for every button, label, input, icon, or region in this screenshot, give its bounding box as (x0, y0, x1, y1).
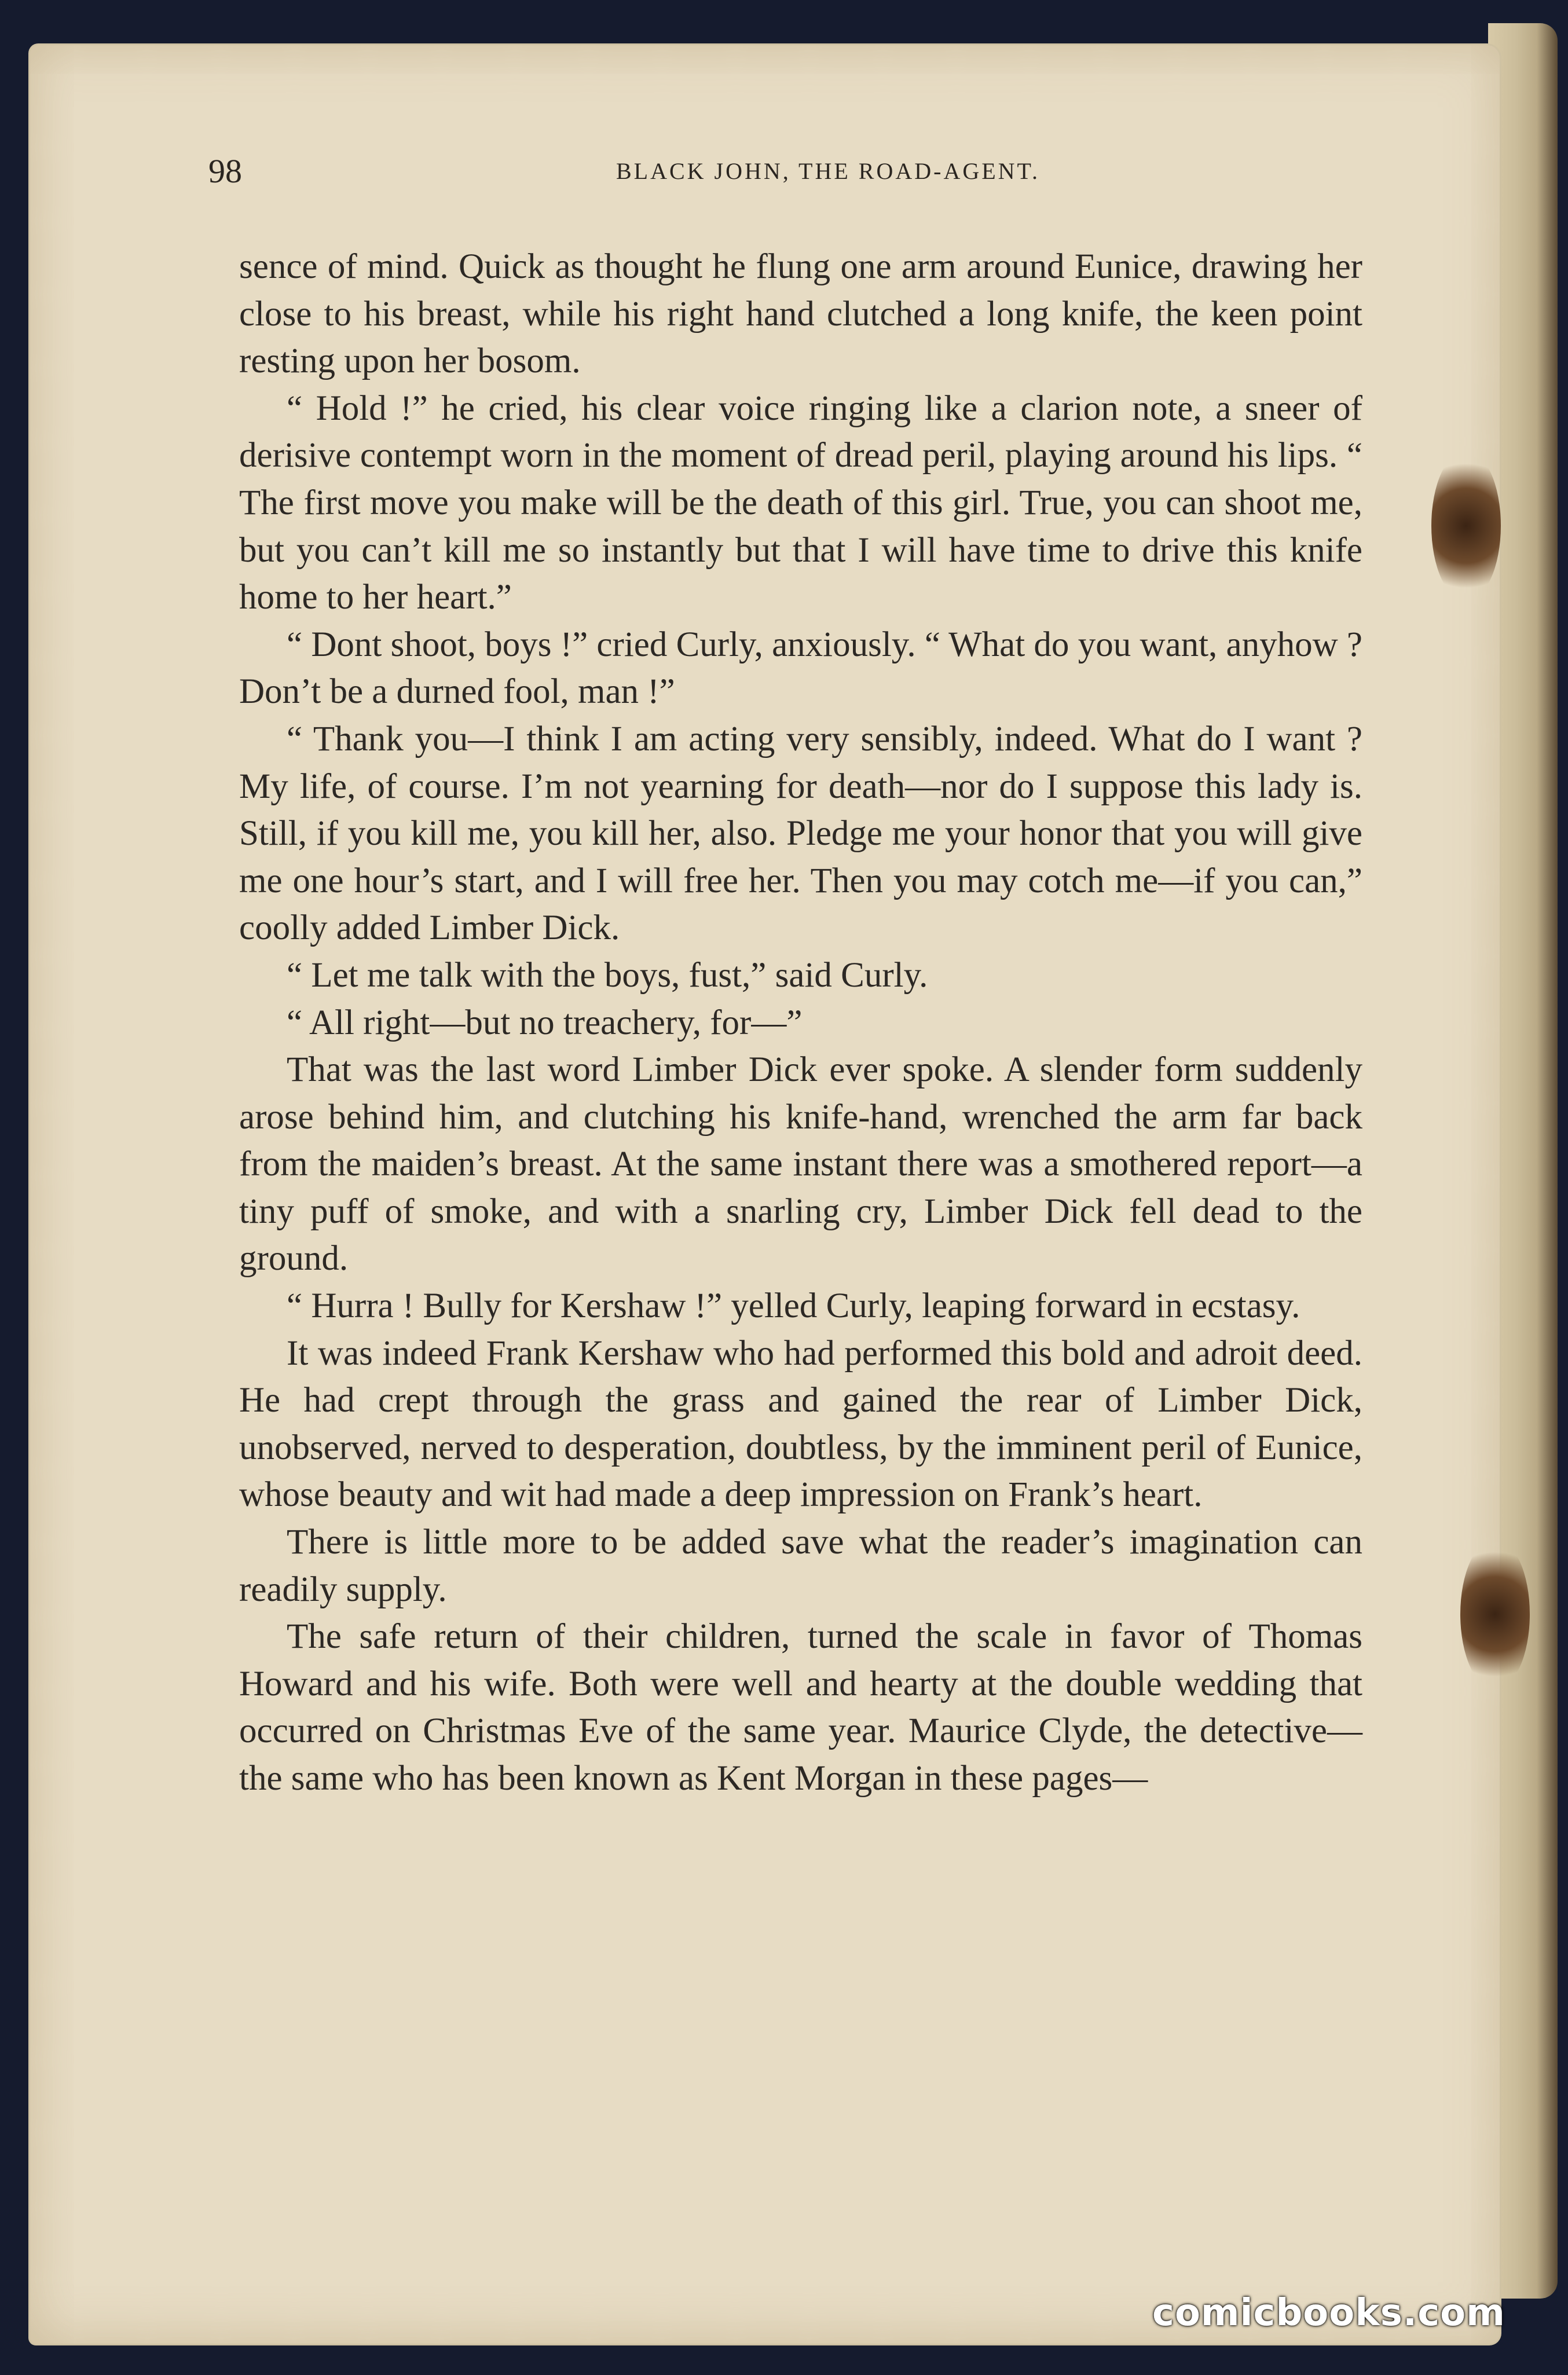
paragraph: “ Hurra ! Bully for Kershaw !” yelled Curly, leaping forward in ecstasy. (287, 1287, 1300, 1326)
stain-mark (1431, 450, 1501, 601)
paragraph: The safe return of their children, turned the scale in favor of Thomas Howard and his wife. Both were well and hearty at the double wedding that occurred on Christmas Eve of the same year. Maurice Clyde, the detective—the same who has been known as Kent Morgan in these pages— (239, 1617, 1362, 1798)
stain-mark (1460, 1539, 1530, 1689)
paragraph: sence of mind. Quick as thought he flung one arm around Eunice, drawing her close to his breast, while his right hand clutched a long knife, the keen point resting upon her bosom. (239, 247, 1362, 381)
page-number: 98 (208, 152, 242, 190)
paragraph: That was the last word Limber Dick ever spoke. A slender form suddenly arose behind him, and clutching his knife-hand, wrenched the arm far back from the maiden’s breast. At the same instant there was a smothered report—a tiny puff of smoke, and with a snarling cry, Limber Dick fell dead to the ground. (239, 1050, 1362, 1278)
paragraph: “ Thank you—I think I am acting very sensibly, indeed. What do I want ? My life, of course. I’m not yearning for death—nor do I suppose this lady is. Still, if you kill me, you kill her, also. Pledge me your honor that you will give me one hour’s start, and I will free her. Then you may cotch me—if you can,” coolly added Limber Dick. (239, 719, 1362, 948)
paragraph: “ Hold !” he cried, his clear voice ringing like a clarion note, a sneer of derisive contempt worn in the moment of dread peril, playing around his lips. “ The first move you make will be the death of this girl. True, you can shoot me, but you can’t kill me so instantly but that I will have time to drive this knife home to her heart.” (239, 388, 1362, 617)
paragraph: “ Let me talk with the boys, fust,” said Curly. (287, 955, 928, 995)
running-head: BLACK JOHN, THE ROAD-AGENT. (616, 158, 1041, 184)
paragraph: There is little more to be added save what the reader’s imagination can readily supply. (239, 1523, 1362, 1609)
paragraph: “ All right—but no treachery, for—” (287, 1003, 803, 1042)
watermark: comicbooks.com (1152, 2292, 1505, 2334)
page-header (208, 152, 1366, 204)
paragraph: It was indeed Frank Kershaw who had performed this bold and adroit deed. He had crept through the grass and gained the rear of Limber Dick, unobserved, nerved to desperation, doubtless, by the imminent peril of Eunice, whose beauty and wit had made a deep impression on Frank’s heart. (239, 1333, 1362, 1515)
body-text (239, 243, 1362, 1802)
paragraph: “ Dont shoot, boys !” cried Curly, anxiously. “ What do you want, anyhow ? Don’t be a durned fool, man !” (239, 625, 1362, 712)
